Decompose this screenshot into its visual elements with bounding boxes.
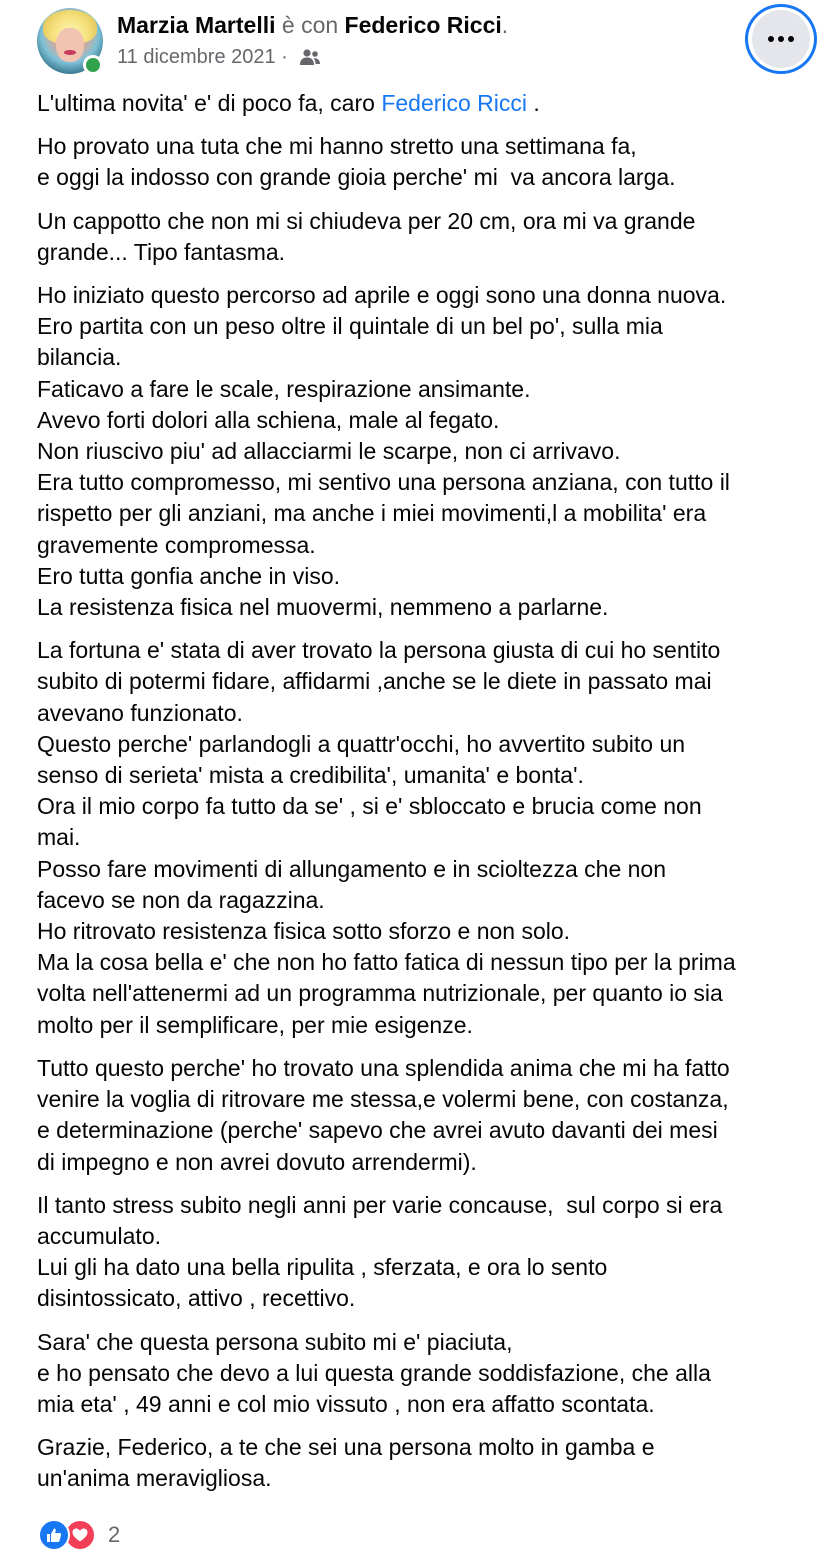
avatar-face (56, 28, 84, 62)
tagged-link[interactable]: Federico Ricci (381, 90, 528, 116)
paragraph-line: Era tutto compromesso, mi sentivo una persona anziana, con tutto il (37, 469, 730, 496)
post-paragraph (37, 1190, 817, 1315)
post-paragraph (37, 1432, 817, 1494)
meta-separator: · (275, 46, 294, 68)
paragraph-line: Questo perche' parlandogli a quattr'occhi, ho avvertito subito un (37, 730, 686, 757)
paragraph-line: rispetto per gli anziani, ma anche i miei movimenti,l a mobilita' era (37, 500, 707, 527)
post-paragraph (37, 1053, 817, 1178)
avatar-lips (64, 50, 76, 55)
paragraph-line: Un cappotto che non mi si chiudeva per 20 cm, ora mi va grande (37, 207, 696, 234)
paragraph-line: grande... Tipo fantasma. (37, 238, 286, 265)
reactions-bar[interactable] (38, 1518, 120, 1552)
paragraph-line: bilancia. (37, 344, 122, 371)
paragraph-line: disintossicato, attivo , recettivo. (37, 1285, 356, 1312)
paragraph-line: e determinazione (perche' sapevo che avrei avuto davanti dei mesi (37, 1117, 718, 1144)
paragraph-line: e ho pensato che devo a lui questa grande soddisfazione, che alla (37, 1359, 711, 1386)
paragraph-line: venire la voglia di ritrovare me stessa,e volermi bene, con costanza, (37, 1086, 729, 1113)
intro-line (37, 88, 817, 119)
paragraph-line: Grazie, Federico, a te che sei una persona molto in gamba e (37, 1434, 655, 1461)
paragraph-line: Faticavo a fare le scale, respirazione ansimante. (37, 375, 531, 402)
post-paragraph (37, 1327, 817, 1421)
paragraph-line: Posso fare movimenti di allungamento e in scioltezza che non (37, 855, 667, 882)
paragraph-line: gravemente compromessa. (37, 531, 316, 558)
post-body (37, 88, 817, 1507)
intro-paragraph (37, 88, 817, 119)
post-paragraph (37, 206, 817, 268)
paragraph-line: volta nell'attenermi ad un programma nutrizionale, per quanto io sia (37, 980, 723, 1007)
post-date[interactable]: 11 dicembre 2021 (117, 46, 276, 68)
paragraph-line: Ho iniziato questo percorso ad aprile e oggi sono una donna nuova. (37, 282, 727, 309)
paragraph-line: molto per il semplificare, per mie esigenze. (37, 1011, 473, 1038)
paragraph-line: Lui gli ha dato una bella ripulita , sferzata, e ora lo sento (37, 1254, 608, 1281)
paragraph-line: La fortuna e' stata di aver trovato la persona giusta di cui ho sentito (37, 637, 721, 664)
author-line (117, 10, 508, 40)
paragraph-line: un'anima meravigliosa. (37, 1465, 272, 1492)
thumbs-up-icon (45, 1526, 63, 1544)
paragraph-line: mai. (37, 824, 81, 851)
paragraph-line: Ma la cosa bella e' che non ho fatto fatica di nessun tipo per la prima (37, 949, 736, 976)
paragraph-line: Ho ritrovato resistenza fisica sotto sforzo e non solo. (37, 918, 571, 945)
with-label: è con (275, 12, 345, 38)
paragraph-line: accumulato. (37, 1222, 162, 1249)
paragraph-line: Ero partita con un peso oltre il quintale di un bel po', sulla mia (37, 313, 663, 340)
more-options-button[interactable] (745, 4, 817, 74)
post-paragraph (37, 635, 817, 1041)
post-paragraph (37, 131, 817, 193)
reaction-count[interactable]: 2 (108, 1522, 121, 1547)
paragraph-line: Ho provato una tuta che mi hanno stretto una settimana fa, (37, 133, 637, 160)
paragraph-line: e oggi la indosso con grande gioia perche' mi va ancora larga. (37, 164, 676, 191)
tagged-person-name[interactable]: Federico Ricci (344, 12, 502, 38)
author-name[interactable]: Marzia Martelli (117, 12, 276, 38)
paragraph-line: facevo se non da ragazzina. (37, 886, 325, 913)
intro-suffix: . (527, 90, 540, 116)
paragraph-line: Sara' che questa persona subito mi e' piaciuta, (37, 1328, 513, 1355)
paragraph-line: Il tanto stress subito negli anni per varie concause, sul corpo si era (37, 1191, 723, 1218)
paragraph-line: Ora il mio corpo fa tutto da se' , si e' sbloccato e brucia come non (37, 793, 702, 820)
paragraph-line: Non riuscivo piu' ad allacciarmi le scarpe, non ci arrivavo. (37, 438, 621, 465)
paragraph-line: mia eta' , 49 anni e col mio vissuto , non era affatto scontata. (37, 1390, 655, 1417)
paragraph-line: Tutto questo perche' ho trovato una splendida anima che mi ha fatto (37, 1054, 730, 1081)
paragraph-line: di impegno e non avrei dovuto arrendermi). (37, 1148, 477, 1175)
paragraph-line: Avevo forti dolori alla schiena, male al fegato. (37, 406, 500, 433)
friends-icon[interactable] (299, 48, 321, 66)
paragraphs-container (37, 131, 817, 1494)
heart-icon (71, 1526, 89, 1544)
paragraph-line: subito di potermi fidare, affidarmi ,anche se le diete in passato mai (37, 668, 712, 695)
post-meta (117, 43, 321, 71)
paragraph-line: La resistenza fisica nel muovermi, nemmeno a parlarne. (37, 594, 609, 621)
more-dots-icon (768, 36, 794, 42)
post-paragraph (37, 280, 817, 623)
paragraph-line: avevano funzionato. (37, 699, 243, 726)
more-options-inner (752, 10, 810, 68)
intro-prefix: L'ultima novita' e' di poco fa, caro (37, 90, 382, 116)
post-header (0, 0, 834, 84)
like-icon[interactable] (38, 1519, 70, 1551)
paragraph-line: senso di serieta' mista a credibilita', umanita' e bonta'. (37, 762, 584, 789)
tagged-suffix: . (501, 12, 509, 38)
online-status-icon (83, 55, 103, 75)
paragraph-line: Ero tutta gonfia anche in viso. (37, 562, 341, 589)
